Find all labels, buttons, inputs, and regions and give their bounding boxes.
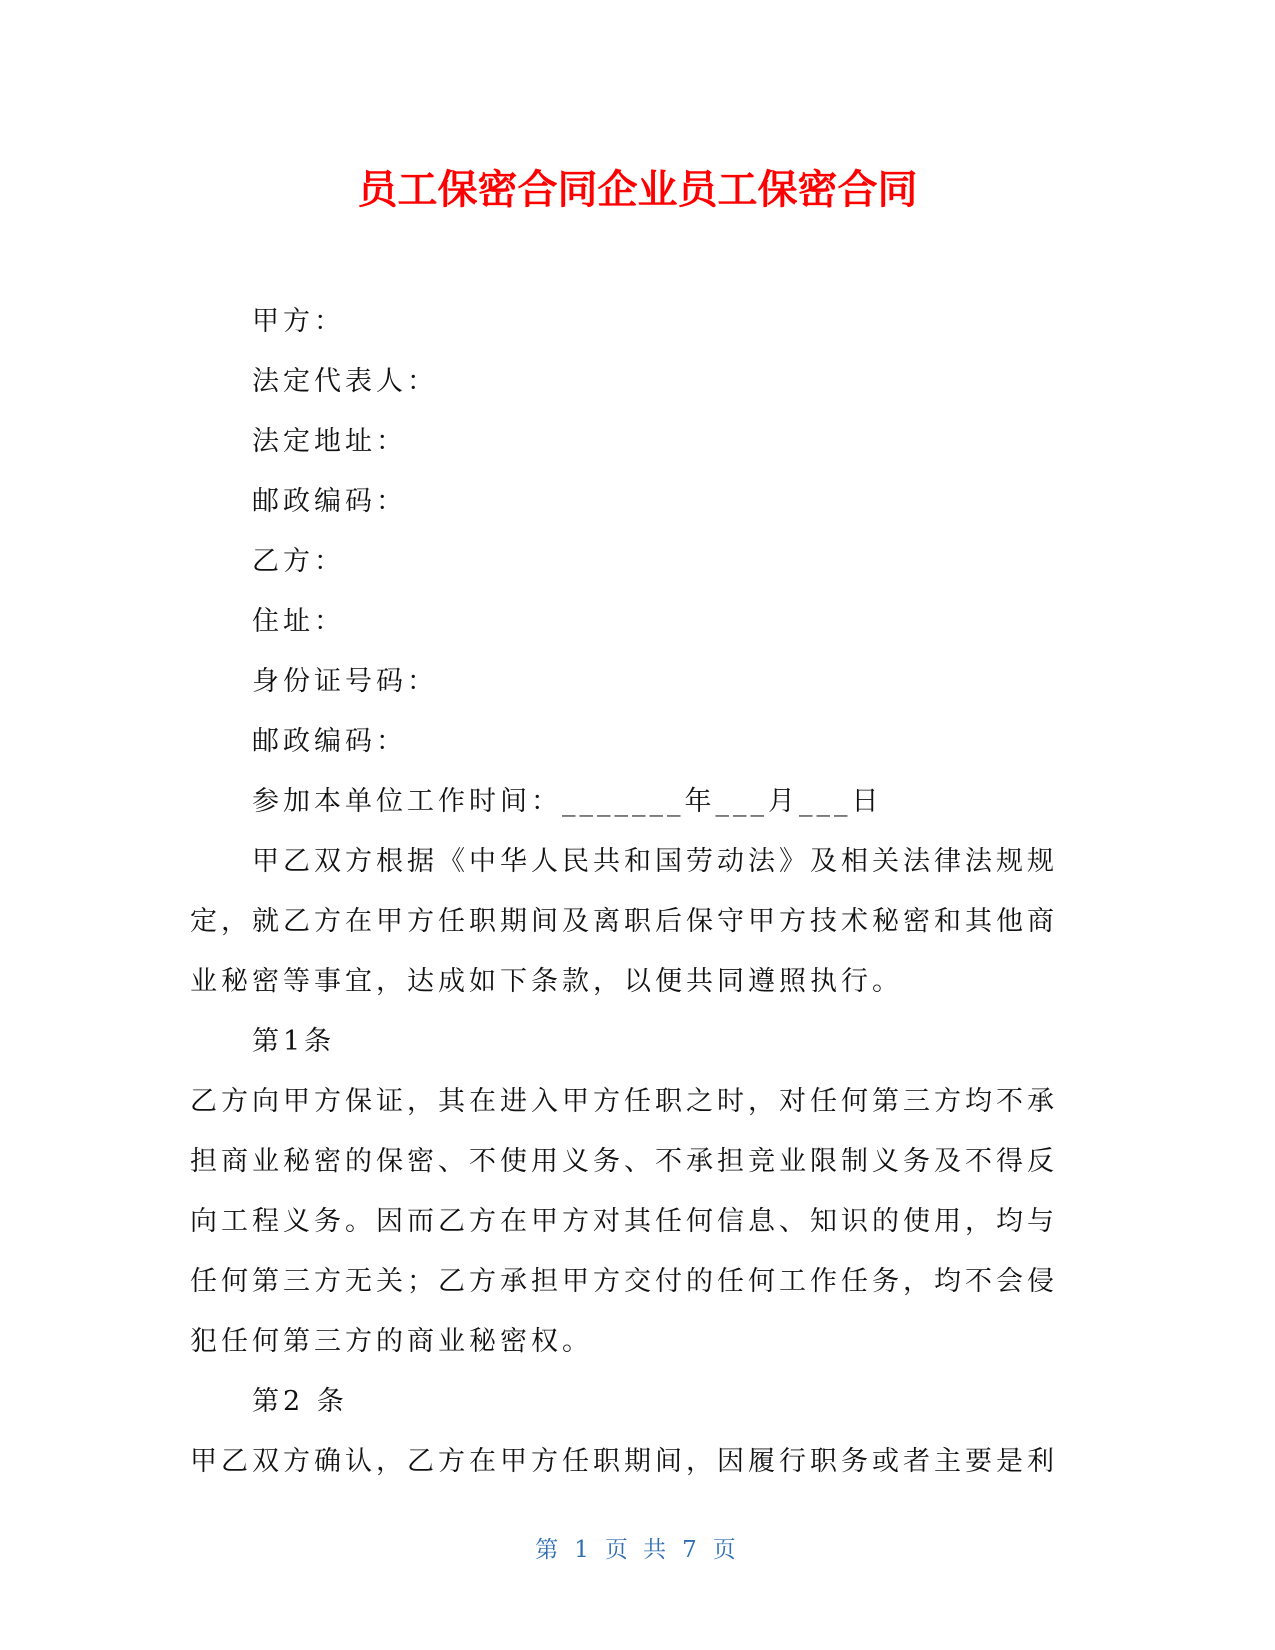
- footer-current-page: 1: [574, 1537, 593, 1563]
- field-postal-code-a: 邮政编码：: [252, 486, 407, 517]
- document-body: [190, 292, 1070, 1492]
- field-join-date: 参加本单位工作时间：_______年___月___日: [252, 786, 883, 817]
- page-footer: [0, 1531, 1275, 1564]
- field-party-a: 甲方：: [252, 306, 345, 337]
- footer-prefix: 第: [535, 1537, 563, 1563]
- article-1-line: 乙方向甲方保证，其在进入甲方任职之时，对任何第三方均不承: [190, 1086, 1058, 1117]
- preamble-line: 业秘密等事宜，达成如下条款，以便共同遵照执行。: [190, 966, 903, 997]
- footer-total-pages: 7: [682, 1537, 701, 1563]
- document-title: 员工保密合同企业员工保密合同: [357, 167, 918, 213]
- article-1-line: 犯任何第三方的商业秘密权。: [190, 1326, 593, 1357]
- field-address-b: 住址：: [252, 606, 345, 637]
- article-1-line: 担商业秘密的保密、不使用义务、不承担竞业限制义务及不得反: [190, 1146, 1058, 1177]
- field-party-b: 乙方：: [252, 546, 345, 577]
- footer-suffix: 页: [712, 1537, 740, 1563]
- article-1-line: 向工程义务。因而乙方在甲方对其任何信息、知识的使用，均与: [190, 1206, 1058, 1237]
- field-legal-address: 法定地址：: [252, 426, 407, 457]
- article-2-line: 甲乙双方确认，乙方在甲方任职期间，因履行职务或者主要是利: [190, 1446, 1058, 1477]
- article-1-line: 任何第三方无关；乙方承担甲方交付的任何工作任务，均不会侵: [190, 1266, 1058, 1297]
- preamble-line: 甲乙双方根据《中华人民共和国劳动法》及相关法律法规规: [252, 846, 1058, 877]
- field-legal-representative: 法定代表人：: [252, 366, 438, 397]
- field-postal-code-b: 邮政编码：: [252, 726, 407, 757]
- footer-mid: 页 共: [604, 1537, 671, 1563]
- article-1-heading: 第1条: [252, 1026, 336, 1057]
- preamble-line: 定，就乙方在甲方任职期间及离职后保守甲方技术秘密和其他商: [190, 906, 1058, 937]
- article-2-heading: 第2 条: [252, 1386, 348, 1417]
- field-id-number: 身份证号码：: [252, 666, 438, 697]
